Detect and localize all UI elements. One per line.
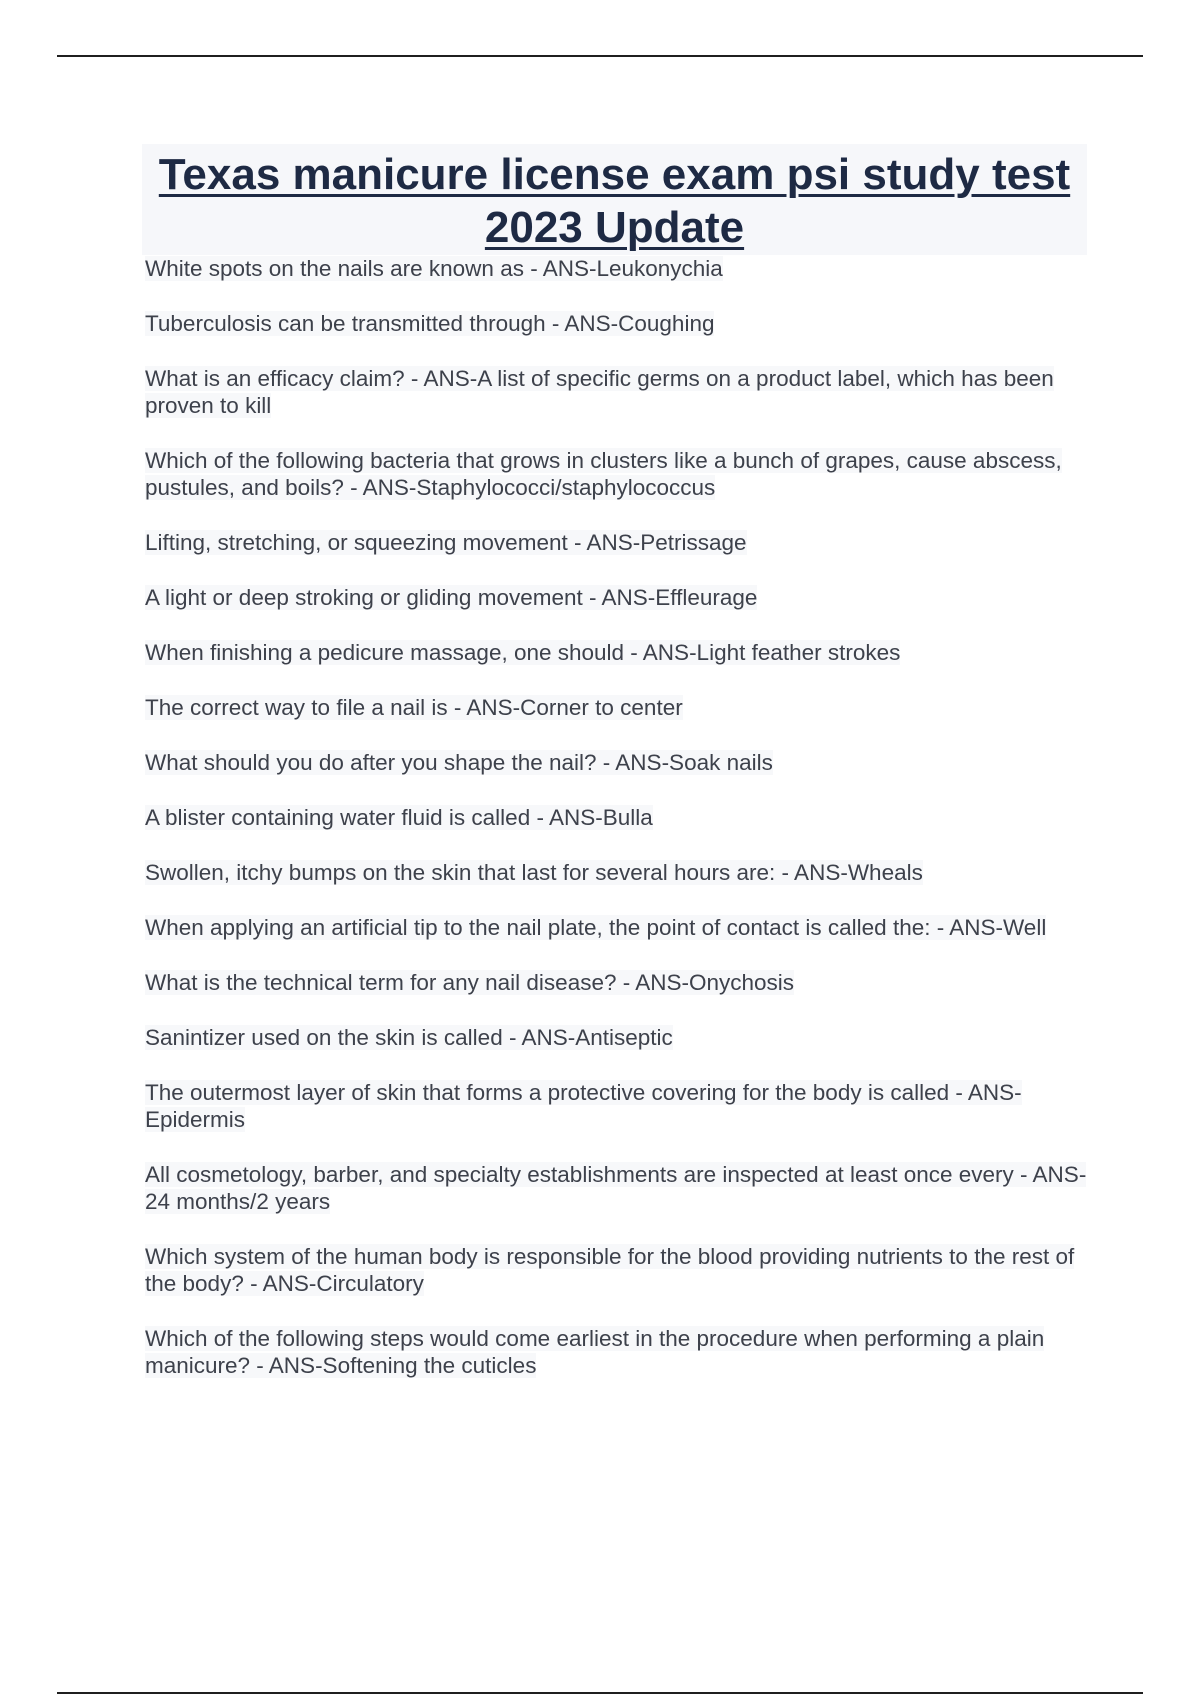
qa-item: [145, 639, 1087, 666]
qa-text: All cosmetology, barber, and specialty establishments are inspected at least once every - ANS-24 months/2 years: [145, 1162, 1087, 1214]
qa-text: When finishing a pedicure massage, one should - ANS-Light feather strokes: [145, 640, 901, 665]
qa-item: [145, 1161, 1087, 1215]
qa-item: [145, 1325, 1087, 1379]
page-title: Texas manicure license exam psi study test 2023 Update: [158, 150, 1071, 252]
qa-text: Sanintizer used on the skin is called - ANS-Antiseptic: [145, 1025, 673, 1050]
qa-item: [145, 749, 1087, 776]
qa-item: [145, 1243, 1087, 1297]
qa-item: [145, 447, 1087, 501]
qa-text: A light or deep stroking or gliding movement - ANS-Effleurage: [145, 585, 758, 610]
qa-item: [145, 914, 1087, 941]
qa-item: [145, 584, 1087, 611]
qa-item: [145, 859, 1087, 886]
qa-text: The outermost layer of skin that forms a protective covering for the body is called - ANS-Epidermis: [145, 1080, 1022, 1132]
qa-text: What is the technical term for any nail disease? - ANS-Onychosis: [145, 970, 795, 995]
qa-item: [145, 529, 1087, 556]
qa-text: Which system of the human body is responsible for the blood providing nutrients to the rest of the body? - ANS-Circulatory: [145, 1244, 1075, 1296]
qa-item: [145, 1024, 1087, 1051]
qa-text: White spots on the nails are known as - ANS-Leukonychia: [145, 256, 723, 281]
title-block: [142, 144, 1087, 255]
qa-list: [145, 255, 1087, 1407]
qa-text: A blister containing water fluid is called - ANS-Bulla: [145, 805, 653, 830]
qa-text: The correct way to file a nail is - ANS-Corner to center: [145, 695, 683, 720]
qa-item: [145, 365, 1087, 419]
qa-item: [145, 1079, 1087, 1133]
qa-text: When applying an artificial tip to the nail plate, the point of contact is called the: - ANS-Well: [145, 915, 1047, 940]
qa-text: Which of the following steps would come earliest in the procedure when performing a plain manicure? - ANS-Softening the cuticles: [145, 1326, 1045, 1378]
qa-item: [145, 804, 1087, 831]
qa-text: What is an efficacy claim? - ANS-A list of specific germs on a product label, which has been proven to kill: [145, 366, 1054, 418]
top-divider: [57, 55, 1143, 57]
qa-item: [145, 969, 1087, 996]
qa-item: [145, 694, 1087, 721]
qa-text: Lifting, stretching, or squeezing movement - ANS-Petrissage: [145, 530, 747, 555]
qa-text: What should you do after you shape the nail? - ANS-Soak nails: [145, 750, 773, 775]
bottom-divider: [57, 1692, 1143, 1694]
qa-item: [145, 310, 1087, 337]
qa-text: Swollen, itchy bumps on the skin that last for several hours are: - ANS-Wheals: [145, 860, 923, 885]
qa-text: Which of the following bacteria that grows in clusters like a bunch of grapes, cause abscess, pustules, and boils? - ANS-Staphylococci/staphylococcus: [145, 448, 1062, 500]
qa-text: Tuberculosis can be transmitted through - ANS-Coughing: [145, 311, 715, 336]
qa-item: [145, 255, 1087, 282]
